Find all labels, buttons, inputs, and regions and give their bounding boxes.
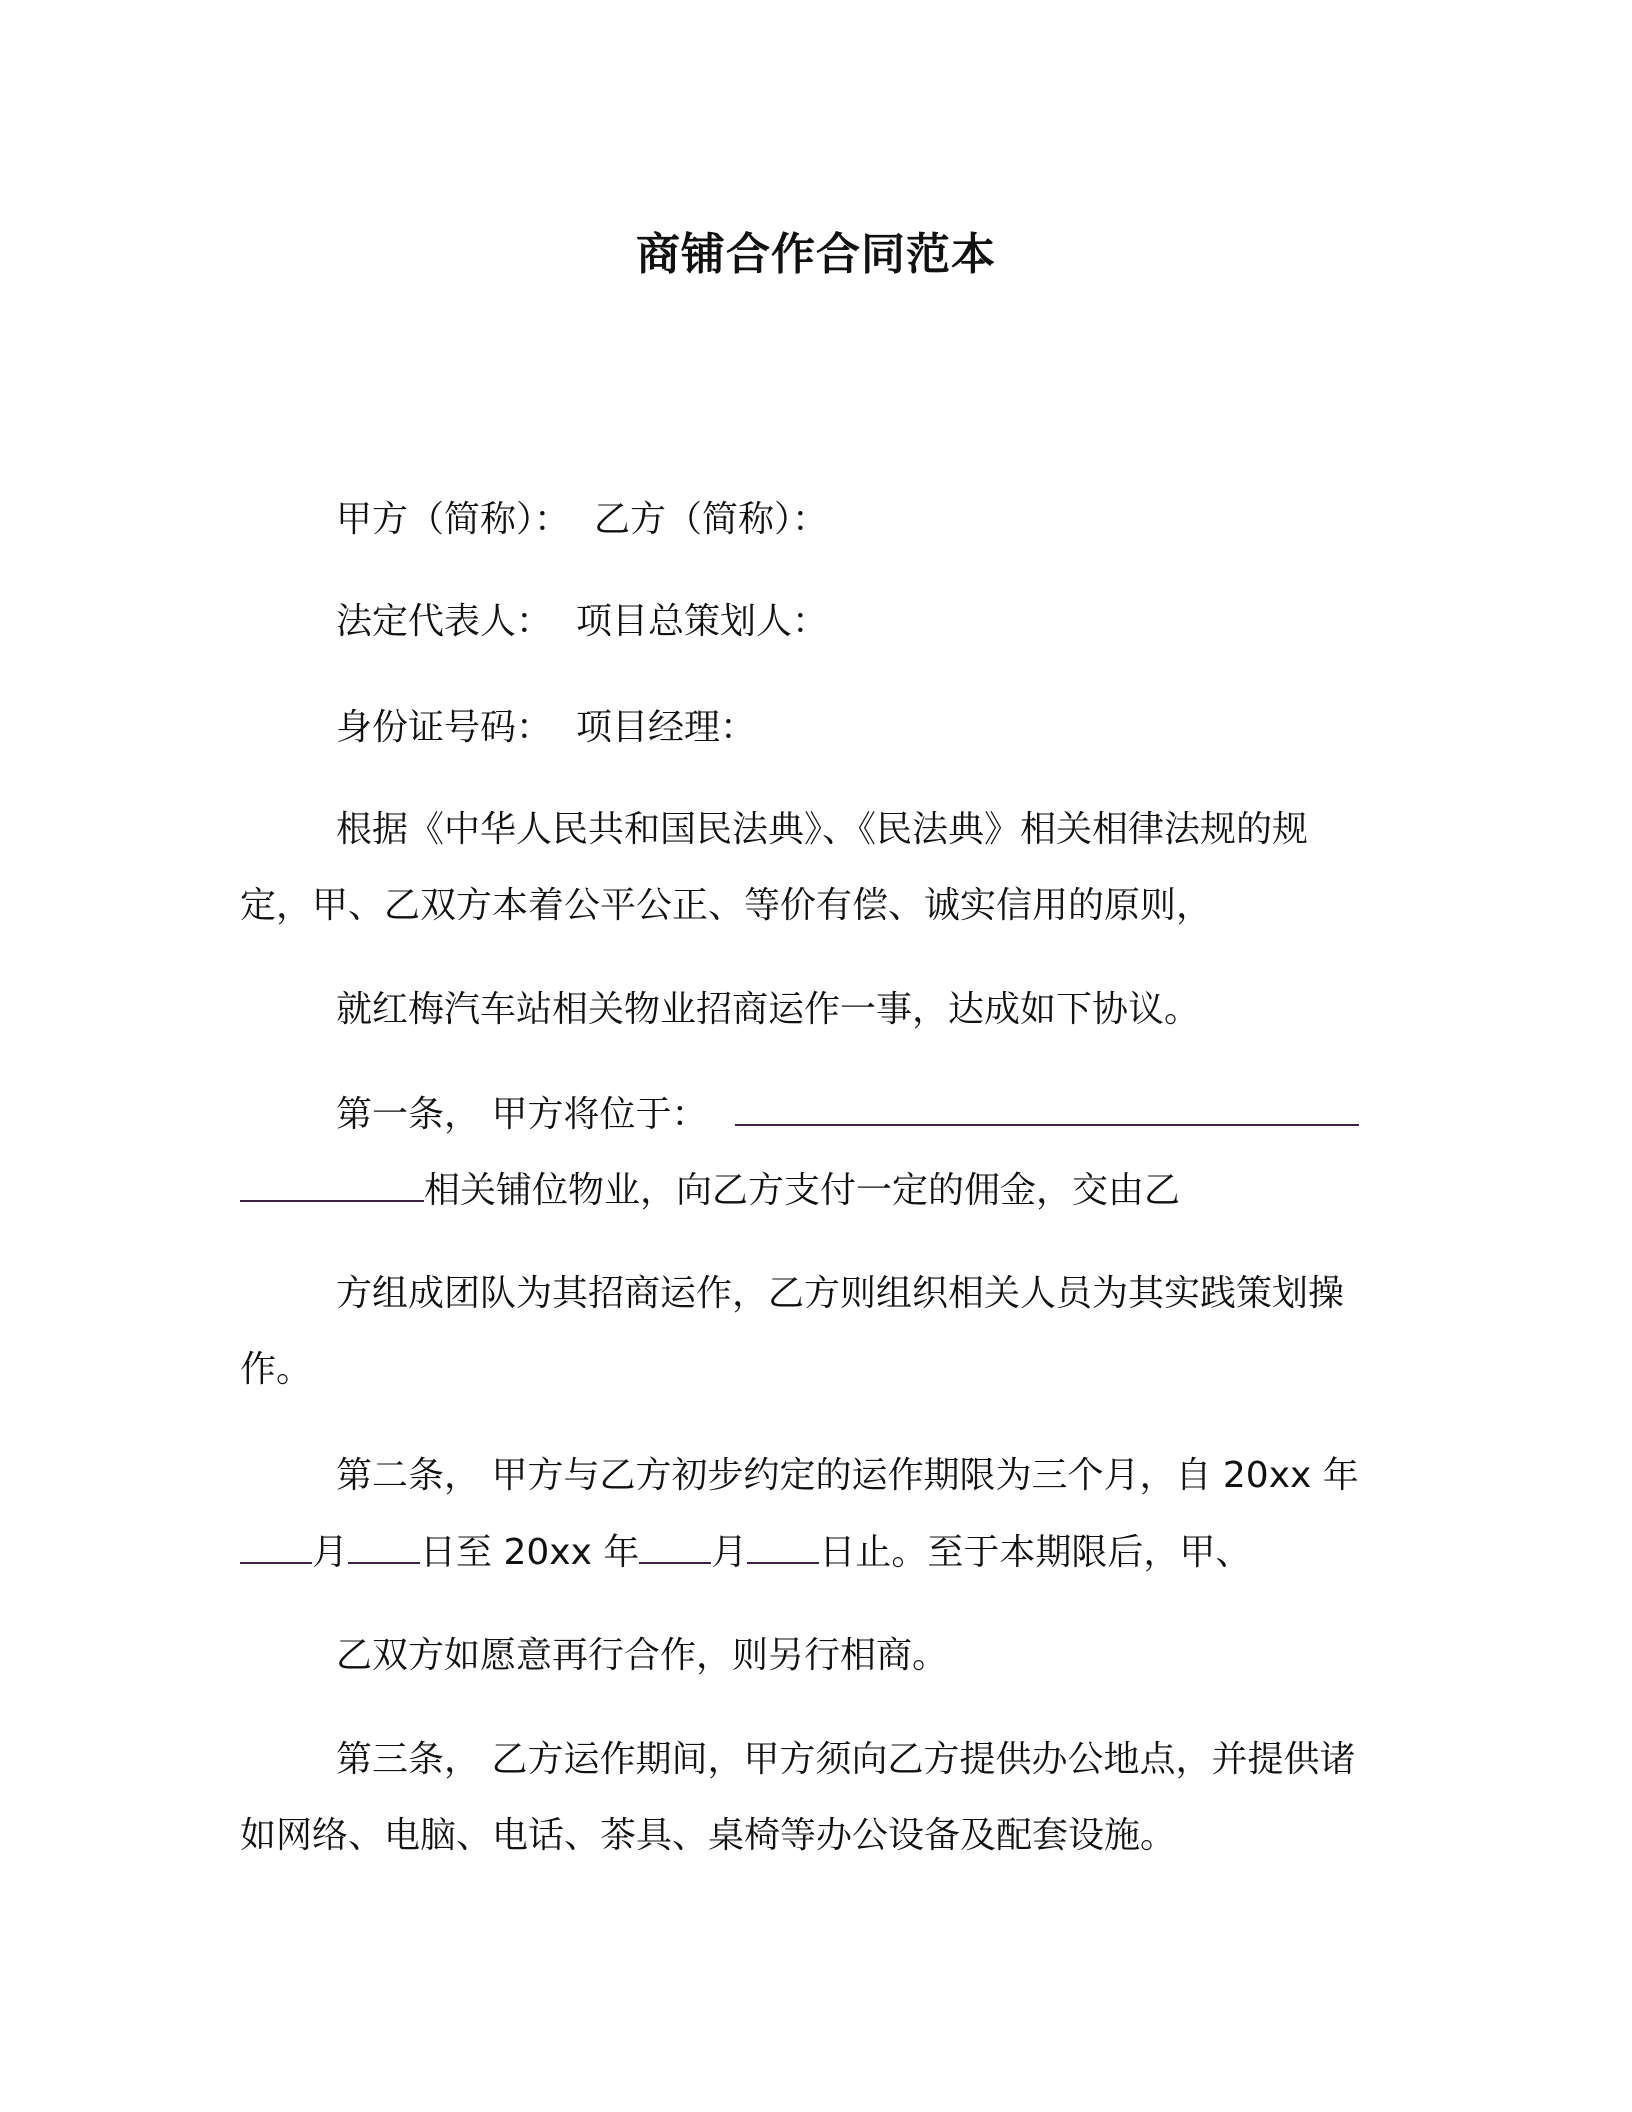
article1-line-3: 方组成团队为其招商运作，乙方则组织相关人员为其实践策划操 — [336, 1273, 1345, 1314]
preamble-line-2: 定，甲、乙双方本着公平公正、等价有偿、诚实信用的原则， — [240, 885, 1213, 926]
article1-prefix: 第一条， 甲方将位于： — [336, 1094, 708, 1135]
month-label-2: 月 — [711, 1532, 748, 1573]
preamble-line-3: 就红梅汽车站相关物业招商运作一事，达成如下协议。 — [336, 989, 1201, 1030]
month-label: 月 — [312, 1532, 349, 1573]
ids-line — [336, 704, 756, 752]
end-day-blank[interactable] — [747, 1528, 819, 1564]
article1-line2-text: 相关铺位物业，向乙方支付一定的佣金，交由乙 — [424, 1170, 1181, 1211]
project-manager-label: 项目经理： — [576, 707, 757, 748]
party-b-label: 乙方（简称）： — [594, 499, 829, 540]
legal-rep-label: 法定代表人： — [336, 601, 553, 642]
article2-line-2 — [240, 1528, 1251, 1577]
document-title: 商铺合作合同范本 — [636, 229, 996, 280]
article1-line-1 — [336, 1090, 1359, 1139]
planner-label: 项目总策划人： — [576, 601, 829, 642]
representatives-line — [336, 598, 828, 646]
parties-line — [336, 496, 828, 544]
start-month-blank[interactable] — [240, 1528, 312, 1564]
start-day-blank[interactable] — [348, 1528, 420, 1564]
article1-line-4: 作。 — [240, 1349, 313, 1390]
end-label: 日止。至于本期限后，甲、 — [819, 1532, 1252, 1573]
id-number-label: 身份证号码： — [336, 707, 553, 748]
end-month-blank[interactable] — [639, 1528, 711, 1564]
day-to-label: 日至 20xx 年 — [420, 1532, 640, 1573]
preamble-line-1: 根据《中华人民共和国民法典》、《民法典》相关相律法规的规 — [336, 809, 1309, 850]
article3-line-1: 第三条， 乙方运作期间，甲方须向乙方提供办公地点，并提供诸 — [336, 1739, 1356, 1780]
article2-line-3: 乙双方如愿意再行合作，则另行相商。 — [336, 1635, 949, 1676]
location-blank-continued[interactable] — [240, 1166, 424, 1202]
location-blank[interactable] — [735, 1090, 1359, 1126]
article2-line-1: 第二条， 甲方与乙方初步约定的运作期限为三个月，自 20xx 年 — [336, 1455, 1359, 1496]
article3-line-2: 如网络、电脑、电话、茶具、桌椅等办公设备及配套设施。 — [240, 1815, 1177, 1856]
article1-line-2 — [240, 1166, 1180, 1215]
party-a-label: 甲方（简称）： — [336, 499, 571, 540]
